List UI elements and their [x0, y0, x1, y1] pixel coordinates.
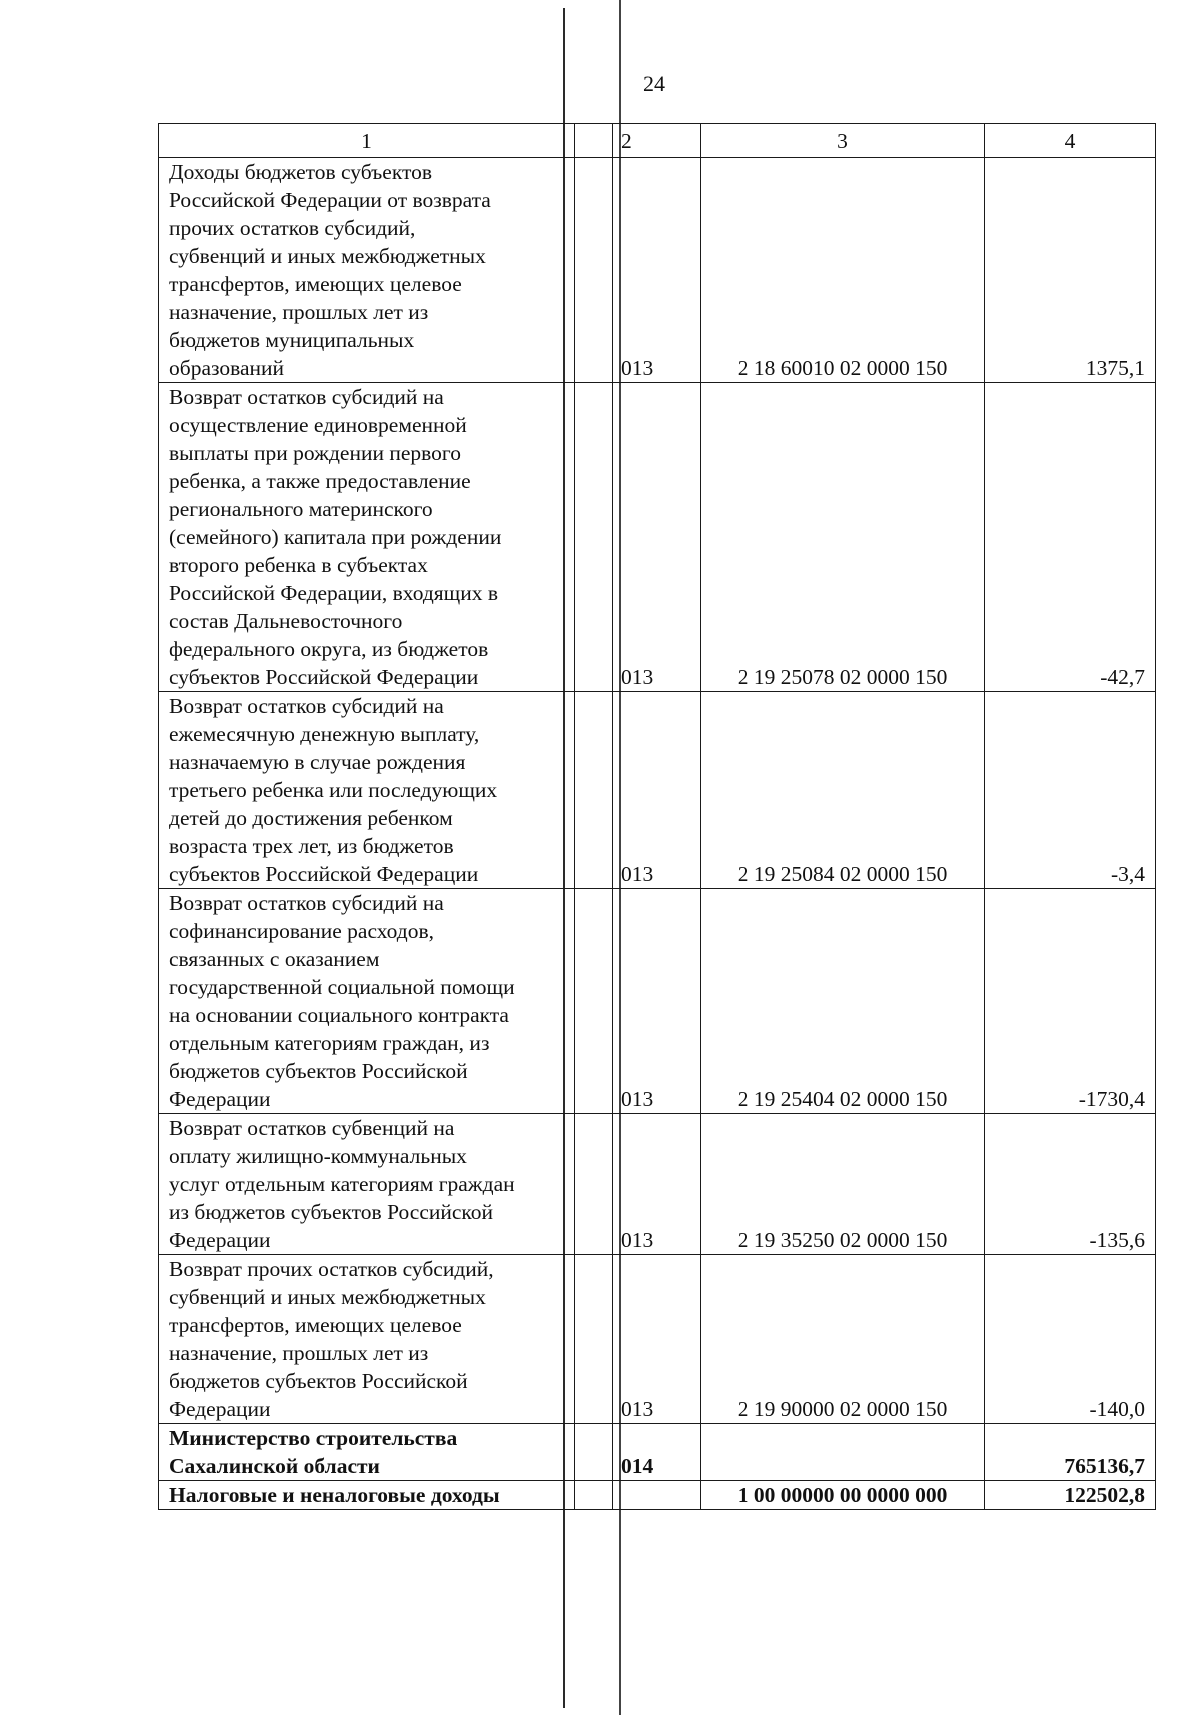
row-amount-cell: 1375,1: [985, 158, 1156, 383]
row-amount-cell: -1730,4: [985, 889, 1156, 1114]
table-row: [159, 1255, 1156, 1424]
row-spacer-cell: [575, 1114, 613, 1255]
row-admin-code-cell: 014: [613, 1424, 701, 1481]
table-row: [159, 158, 1156, 383]
table-row: [159, 383, 1156, 692]
row-amount-cell: 122502,8: [985, 1481, 1156, 1510]
row-admin-code-cell: 013: [613, 158, 701, 383]
row-name-cell: Налоговые и неналоговые доходы: [159, 1481, 575, 1510]
row-admin-code-cell: 013: [613, 1114, 701, 1255]
row-admin-code-cell: 013: [613, 889, 701, 1114]
table-header: [159, 124, 1156, 158]
row-admin-code-cell: 013: [613, 383, 701, 692]
row-budget-code-cell: 2 19 25404 02 0000 150: [701, 889, 985, 1114]
row-name-cell: Возврат остатков субвенций на оплату жилищно-коммунальных услуг отдельным категориям граждан из бюджетов субъектов Российской Федерации: [159, 1114, 575, 1255]
table-body: [159, 158, 1156, 1510]
table-row: [159, 1424, 1156, 1481]
budget-revenue-table: [158, 123, 1156, 1510]
row-spacer-cell: [575, 889, 613, 1114]
row-spacer-cell: [575, 692, 613, 889]
table-row: [159, 692, 1156, 889]
row-spacer-cell: [575, 158, 613, 383]
row-budget-code-cell: 2 19 35250 02 0000 150: [701, 1114, 985, 1255]
row-budget-code-cell: 2 19 90000 02 0000 150: [701, 1255, 985, 1424]
row-amount-cell: 765136,7: [985, 1424, 1156, 1481]
column-header-code: 3: [701, 124, 985, 158]
row-spacer-cell: [575, 1424, 613, 1481]
row-budget-code-cell: [701, 1424, 985, 1481]
row-admin-code-cell: [613, 1481, 701, 1510]
table-row: [159, 889, 1156, 1114]
row-spacer-cell: [575, 1255, 613, 1424]
row-amount-cell: -3,4: [985, 692, 1156, 889]
column-header-admin: 2: [613, 124, 701, 158]
header-row: [159, 124, 1156, 158]
row-budget-code-cell: 2 19 25078 02 0000 150: [701, 383, 985, 692]
table-row: [159, 1481, 1156, 1510]
column-header-amount: 4: [985, 124, 1156, 158]
row-admin-code-cell: 013: [613, 692, 701, 889]
row-name-cell: Возврат остатков субсидий на ежемесячную денежную выплату, назначаемую в случае рождения третьего ребенка или последующих детей до достижения ребенком возраста трех лет, из бюджетов субъектов Российской Федерации: [159, 692, 575, 889]
row-spacer-cell: [575, 1481, 613, 1510]
row-admin-code-cell: 013: [613, 1255, 701, 1424]
row-budget-code-cell: 1 00 00000 00 0000 000: [701, 1481, 985, 1510]
row-budget-code-cell: 2 19 25084 02 0000 150: [701, 692, 985, 889]
row-budget-code-cell: 2 18 60010 02 0000 150: [701, 158, 985, 383]
row-amount-cell: -140,0: [985, 1255, 1156, 1424]
row-name-cell: Доходы бюджетов субъектов Российской Федерации от возврата прочих остатков субсидий, субвенций и иных межбюджетных трансфертов, имеющих целевое назначение, прошлых лет из бюджетов муниципальных образований: [159, 158, 575, 383]
row-name-cell: Возврат прочих остатков субсидий, субвенций и иных межбюджетных трансфертов, имеющих целевое назначение, прошлых лет из бюджетов субъектов Российской Федерации: [159, 1255, 575, 1424]
page-number: 24: [643, 71, 665, 96]
table-row: [159, 1114, 1156, 1255]
column-header-name: 1: [159, 124, 575, 158]
column-header-spacer: [575, 124, 613, 158]
row-name-cell: Возврат остатков субсидий на осуществление единовременной выплаты при рождении первого ребенка, а также предоставление регионального материнского (семейного) капитала при рождении второго ребенка в субъектах Российской Федерации, входящих в состав Дальневосточного федерального округа, из бюджетов субъектов Российской Федерации: [159, 383, 575, 692]
row-name-cell: Министерство строительства Сахалинской области: [159, 1424, 575, 1481]
row-spacer-cell: [575, 383, 613, 692]
row-amount-cell: -42,7: [985, 383, 1156, 692]
row-amount-cell: -135,6: [985, 1114, 1156, 1255]
row-name-cell: Возврат остатков субсидий на софинансирование расходов, связанных с оказанием государственной социальной помощи на основании социального контракта отдельным категориям граждан, из бюджетов субъектов Российской Федерации: [159, 889, 575, 1114]
